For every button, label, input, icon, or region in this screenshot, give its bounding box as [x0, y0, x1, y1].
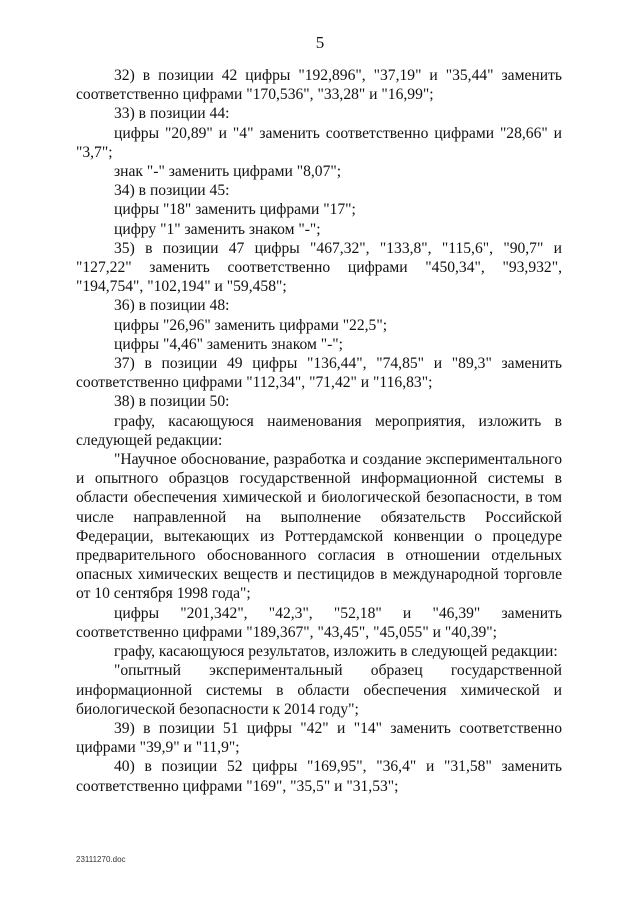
paragraph: 40) в позиции 52 цифры "169,95", "36,4" и "31,58" заменить соответственно цифрами "169", "35,5" и "31,53"; [76, 758, 562, 795]
paragraph: 36) в позиции 48: [114, 297, 230, 315]
paragraph: цифры "26,96" заменить цифрами "22,5"; [114, 316, 388, 334]
paragraph: цифры "4,46" заменить знаком "-"; [114, 335, 344, 353]
paragraph: цифры "20,89" и "4" заменить соответственно цифрами "28,66" и "3,7"; [76, 124, 562, 161]
paragraph: 39) в позиции 51 цифры "42" и "14" заменить соответственно цифрами "39,9" и "11,9"; [76, 719, 562, 757]
paragraph: 38) в позиции 50: [114, 393, 230, 411]
paragraph: цифру "1" заменить знаком "-"; [114, 220, 321, 238]
footer-document-code: 23111270.doc [76, 855, 126, 864]
paragraph: графу, касающуюся наименования мероприятия, изложить в следующей редакции: [76, 412, 562, 449]
page-number: 5 [315, 33, 325, 52]
paragraph: "опытный экспериментальный образец государственной информационной системы в области обеспечения химической и биологической безопасности к 2014 году"; [76, 662, 562, 718]
paragraph: 35) в позиции 47 цифры "467,32", "133,8", "115,6", "90,7" и "127,22" заменить соответственно цифрами "450,34", "93,932", "194,754", "102,194" и "59,458"; [76, 239, 562, 296]
paragraph: знак "-" заменить цифрами "8,07"; [114, 163, 342, 181]
paragraph: графу, касающуюся результатов, изложить в следующей редакции: [114, 643, 558, 661]
paragraph: цифры "18" заменить цифрами "17"; [114, 201, 356, 219]
paragraph: 34) в позиции 45: [114, 182, 230, 200]
paragraph: 32) в позиции 42 цифры "192,896", "37,19" и "35,44" заменить соответственно цифрами "170,536", "33,28" и "16,99"; [76, 67, 562, 104]
document-body [76, 66, 562, 796]
paragraph: 33) в позиции 44: [114, 105, 230, 123]
paragraph: цифры "201,342", "42,3", "52,18" и "46,39" заменить соответственно цифрами "189,367", "43,45", "45,055" и "40,39"; [76, 604, 562, 641]
paragraph: 37) в позиции 49 цифры "136,44", "74,85" и "89,3" заменить соответственно цифрами "112,34", "71,42" и "116,83"; [76, 355, 562, 392]
paragraph: "Научное обоснование, разработка и создание экспериментального и опытного образцов государственной информационной системы в области обеспечения химической и биологической безопасности, в том числе направленной на выполнение обязательств Российской Федерации, вытекающих из Роттердамской конвенции о процедуре предварительного обоснованного согласия в отношении отдельных опасных химических веществ и пестицидов в международной торговле от 10 сентября 1998 года"; [76, 451, 562, 603]
